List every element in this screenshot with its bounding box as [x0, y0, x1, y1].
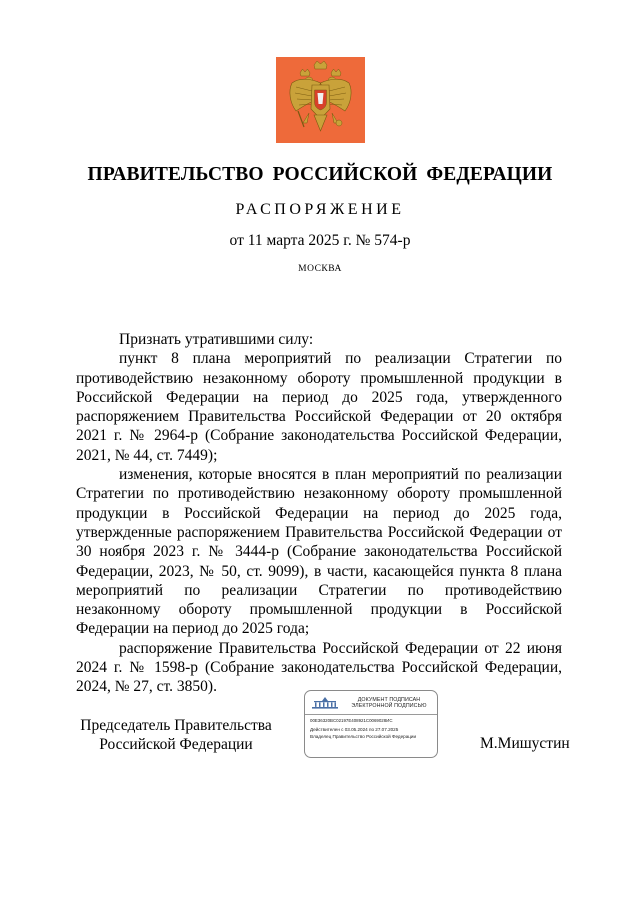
government-building-icon — [311, 696, 339, 709]
signer-position — [76, 716, 276, 754]
document-body — [76, 330, 562, 697]
body-paragraph: Признать утратившими силу: — [119, 331, 314, 348]
document-type: РАСПОРЯЖЕНИЕ — [235, 201, 405, 218]
electronic-signature-stamp — [304, 690, 438, 758]
signer-position-line: Председатель Правительства — [80, 717, 272, 734]
body-paragraph: распоряжение Правительства Российской Федерации от 22 июня 2024 г. № 1598-р (Собрание законодательства Российской Федерации, 2024, № 27, ст. 3850). — [76, 639, 562, 696]
stamp-validity: Действителен с 03.05.2024 по 27.07.2025 — [310, 727, 399, 732]
government-title: ПРАВИТЕЛЬСТВО РОССИЙСКОЙ ФЕДЕРАЦИИ — [87, 164, 553, 185]
stamp-certificate: 00E36320BC02197E408921C0069028ИC — [310, 718, 393, 723]
coat-of-arms-icon — [276, 57, 365, 143]
signer-position-line: Российской Федерации — [99, 736, 253, 753]
stamp-divider — [305, 714, 437, 715]
body-paragraph: пункт 8 плана мероприятий по реализации Стратегии по противодействию незаконному обороту промышленной продукции в Российской Федерации на период до 2025 года, утвержденного распоряжением Правительства Российской Федерации от 20 октября 2021 г. № 2964-р (Собрание законодательства Российской Федерации, 2021, № 44, ст. 7449); — [76, 350, 562, 464]
stamp-title — [343, 697, 435, 710]
document-place: МОСКВА — [298, 264, 342, 274]
document-date-number: от 11 марта 2025 г. № 574-р — [229, 232, 411, 249]
stamp-title-line: ДОКУМЕНТ ПОДПИСАН — [357, 697, 421, 703]
body-paragraph: изменения, которые вносятся в план мероприятий по реализации Стратегии по противодействию незаконному обороту промышленной продукции в Российской Федерации на период до 2025 года, утвержденные распоряжением Правительства Российской Федерации от 30 ноября 2023 г. № 3444-р (Собрание законодательства Российской Федерации, 2023, № 50, ст. 9099), в части, касающейся пункта 8 плана мероприятий по реализации Стратегии по противодействию незаконному обороту промышленной продукции в Российской Федерации на период до 2025 года; — [76, 466, 562, 638]
stamp-owner: Владелец Правительство Российской Федерации — [310, 734, 417, 739]
signer-name: М.Мишустин — [480, 735, 570, 752]
stamp-title-line: ЭЛЕКТРОННОЙ ПОДПИСЬЮ — [351, 703, 427, 710]
